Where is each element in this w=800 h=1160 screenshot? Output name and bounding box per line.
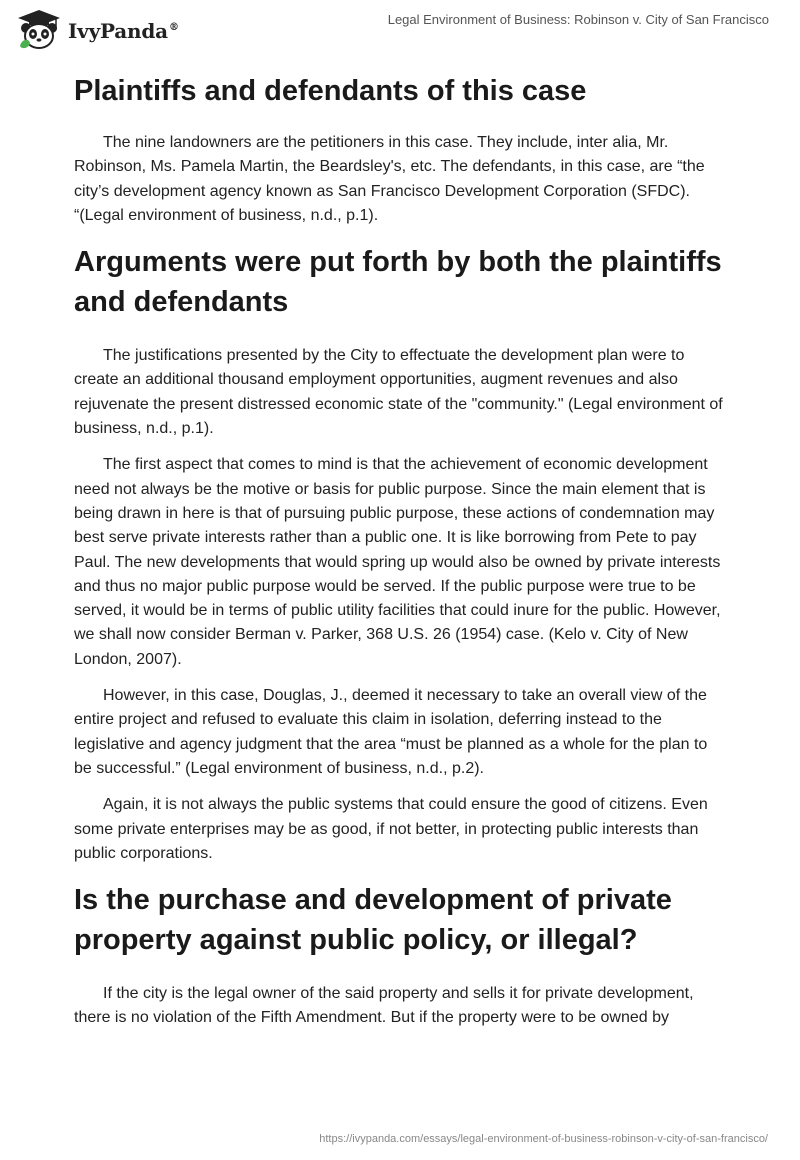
section-heading: Is the purchase and development of private property against public policy, or illegal? <box>74 884 672 957</box>
document-title: Legal Environment of Business: Robinson v. City of San Francisco <box>387 12 769 27</box>
section-heading: Plaintiffs and defendants of this case <box>74 75 587 107</box>
section-heading: Arguments were put forth by both the plaintiffs and defendants <box>74 246 722 319</box>
ivypanda-logo[interactable] <box>16 8 179 54</box>
paragraph: Again, it is not always the public systems that could ensure the good of citizens. Even some private enterprises may be as good, if not better, in protecting public interests than public corporations. <box>74 796 708 862</box>
paragraph: The nine landowners are the petitioners in this case. They include, inter alia, Mr. Robinson, Ms. Pamela Martin, the Beardsley's, etc. The defendants, in this case, are “the city’s development agency known as San Francisco Development Corporation (SFDC). “(Legal environment of business, n.d., p.1). <box>74 134 705 224</box>
page-header <box>0 0 800 60</box>
paragraph: However, in this case, Douglas, J., deemed it necessary to take an overall view of the entire project and refused to evaluate this claim in isolation, deferring instead to the legislative and agency judgment that the area “must be planned as a whole for the plan to be successful.” (Legal environment of business, n.d., p.2). <box>74 687 708 777</box>
paragraph: The first aspect that comes to mind is that the achievement of economic development need not always be the motive or basis for public purpose. Since the main element that is being drawn in here is that of pursuing public purpose, these actions of condemnation may best serve private interests rather than a public one. It is like borrowing from Pete to pay Paul. The new developments that would spring up would also be owned by private interests and thus no major public purpose would be served. If the public purpose were true to be served, it would be in terms of public utility facilities that could inure for the public. However, we shall now consider Berman v. Parker, 368 U.S. 26 (1954) case. (Kelo v. City of New London, 2007). <box>74 456 721 668</box>
source-url[interactable]: https://ivypanda.com/essays/legal-environment-of-business-robinson-v-city-of-san-francisco/ <box>319 1133 768 1145</box>
paragraph: If the city is the legal owner of the said property and sells it for private development, there is no violation of the Fifth Amendment. But if the property were to be owned by <box>74 985 694 1027</box>
essay-content <box>74 66 726 1031</box>
panda-graduate-icon <box>16 8 62 54</box>
paragraph: The justifications presented by the City to effectuate the development plan were to create an additional thousand employment opportunities, augment revenues and also rejuvenate the present distressed economic state of the "community." (Legal environment of business, n.d., p.1). <box>74 347 723 438</box>
brand-name: IvyPanda® <box>68 19 179 43</box>
